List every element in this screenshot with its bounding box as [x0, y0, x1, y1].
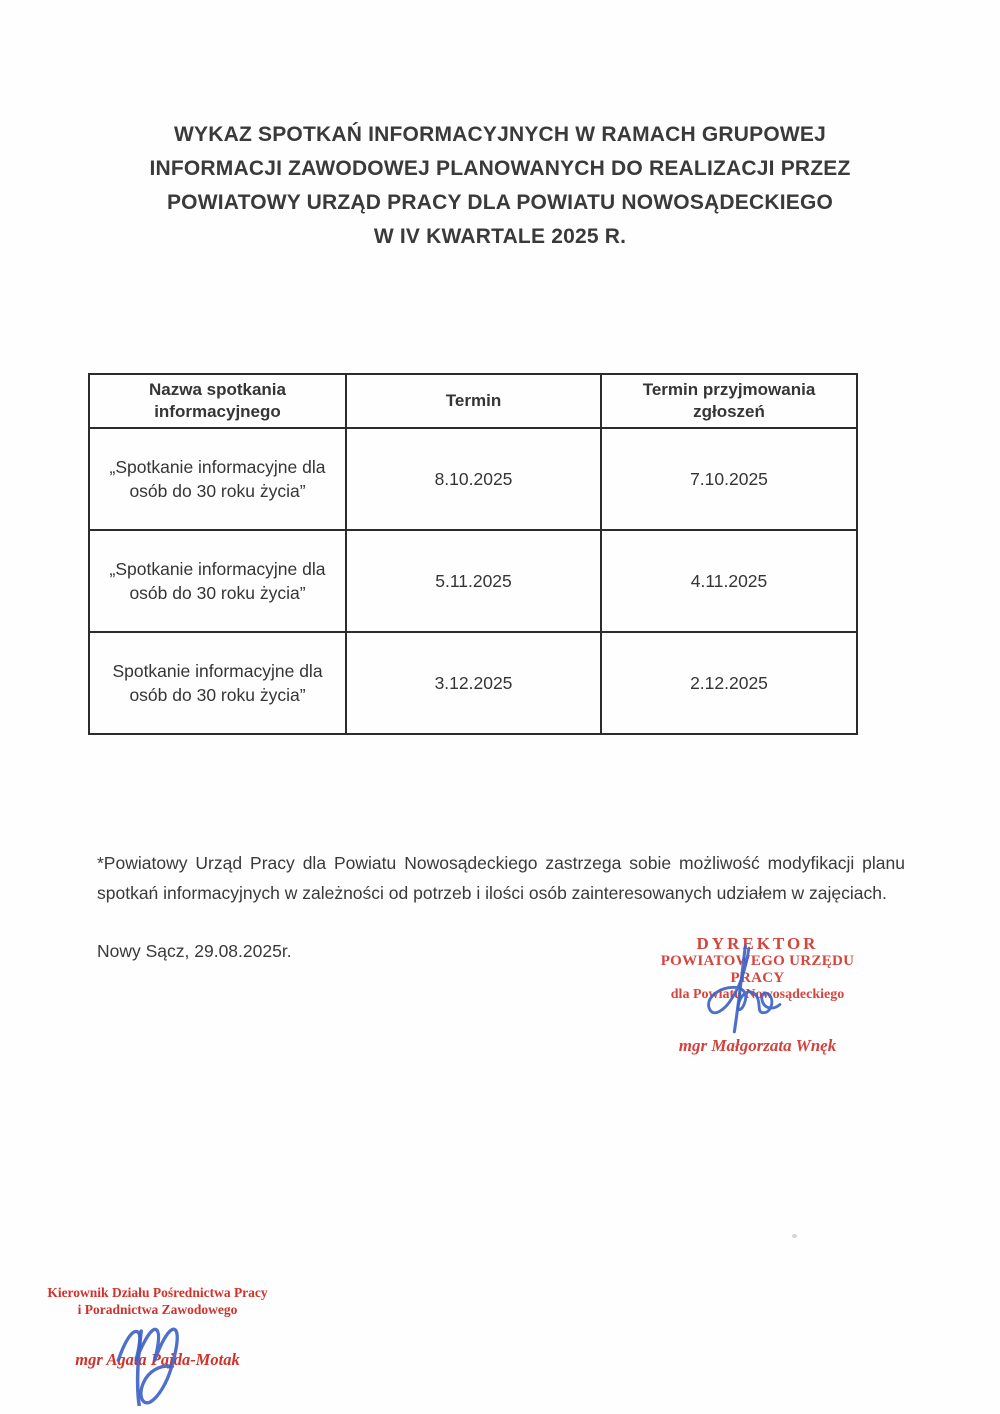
table-row — [89, 428, 857, 530]
director-stamp-title: DYREKTOR — [696, 934, 819, 953]
director-name: mgr Małgorzata Wnęk — [678, 1036, 837, 1055]
footnote-text: *Powiatowy Urząd Pracy dla Powiatu Nowosądeckiego zastrzega sobie możliwość modyfikacji planu spotkań informacyjnych w zależności od potrzeb i ilości osób zainteresowanych udziałem w zajęciach. — [97, 852, 905, 903]
document-title — [60, 118, 940, 254]
table-row — [89, 632, 857, 734]
meeting-name-cell: „Spotkanie informacyjne dla osób do 30 roku życia” — [89, 530, 346, 632]
submission-deadline-cell: 7.10.2025 — [601, 428, 857, 530]
col-header-termin: Termin — [346, 374, 601, 428]
manager-stamp — [40, 1284, 275, 1370]
meetings-table — [88, 373, 858, 735]
submission-deadline-cell: 2.12.2025 — [601, 632, 857, 734]
table-row — [89, 530, 857, 632]
col-header-meeting-name: Nazwa spotkania informacyjnego — [89, 374, 346, 428]
manager-stamp-title-line1: Kierownik Działu Pośrednictwa Pracy — [47, 1285, 268, 1300]
title-line-2: INFORMACJI ZAWODOWEJ PLANOWANYCH DO REALIZACJI PRZEZ — [149, 157, 851, 180]
director-stamp — [640, 934, 875, 1056]
col-header-submission-deadline: Termin przyjmowania zgłoszeń — [601, 374, 857, 428]
title-line-1: WYKAZ SPOTKAŃ INFORMACYJNYCH W RAMACH GRUPOWEJ — [173, 123, 827, 146]
meeting-date-cell: 5.11.2025 — [346, 530, 601, 632]
meeting-name-cell: „Spotkanie informacyjne dla osób do 30 roku życia” — [89, 428, 346, 530]
table-header-row — [89, 374, 857, 428]
meeting-name-cell: Spotkanie informacyjne dla osób do 30 roku życia” — [89, 632, 346, 734]
manager-stamp-title-line2: i Poradnictwa Zawodowego — [77, 1302, 238, 1317]
title-line-3: POWIATOWY URZĄD PRACY DLA POWIATU NOWOSĄDECKIEGO — [166, 191, 834, 214]
submission-deadline-cell: 4.11.2025 — [601, 530, 857, 632]
place-and-date: Nowy Sącz, 29.08.2025r. — [97, 941, 292, 961]
director-stamp-district: dla Powiatu Nowosądeckiego — [670, 987, 845, 1002]
manager-name: mgr Agata Pajda-Motak — [75, 1350, 240, 1369]
director-stamp-office: POWIATOWEGO URZĘDU PRACY — [660, 953, 855, 986]
title-line-4: W IV KWARTALE 2025 R. — [373, 225, 627, 248]
meeting-date-cell: 3.12.2025 — [346, 632, 601, 734]
meeting-date-cell: 8.10.2025 — [346, 428, 601, 530]
scan-artifact-dot — [792, 1234, 797, 1238]
